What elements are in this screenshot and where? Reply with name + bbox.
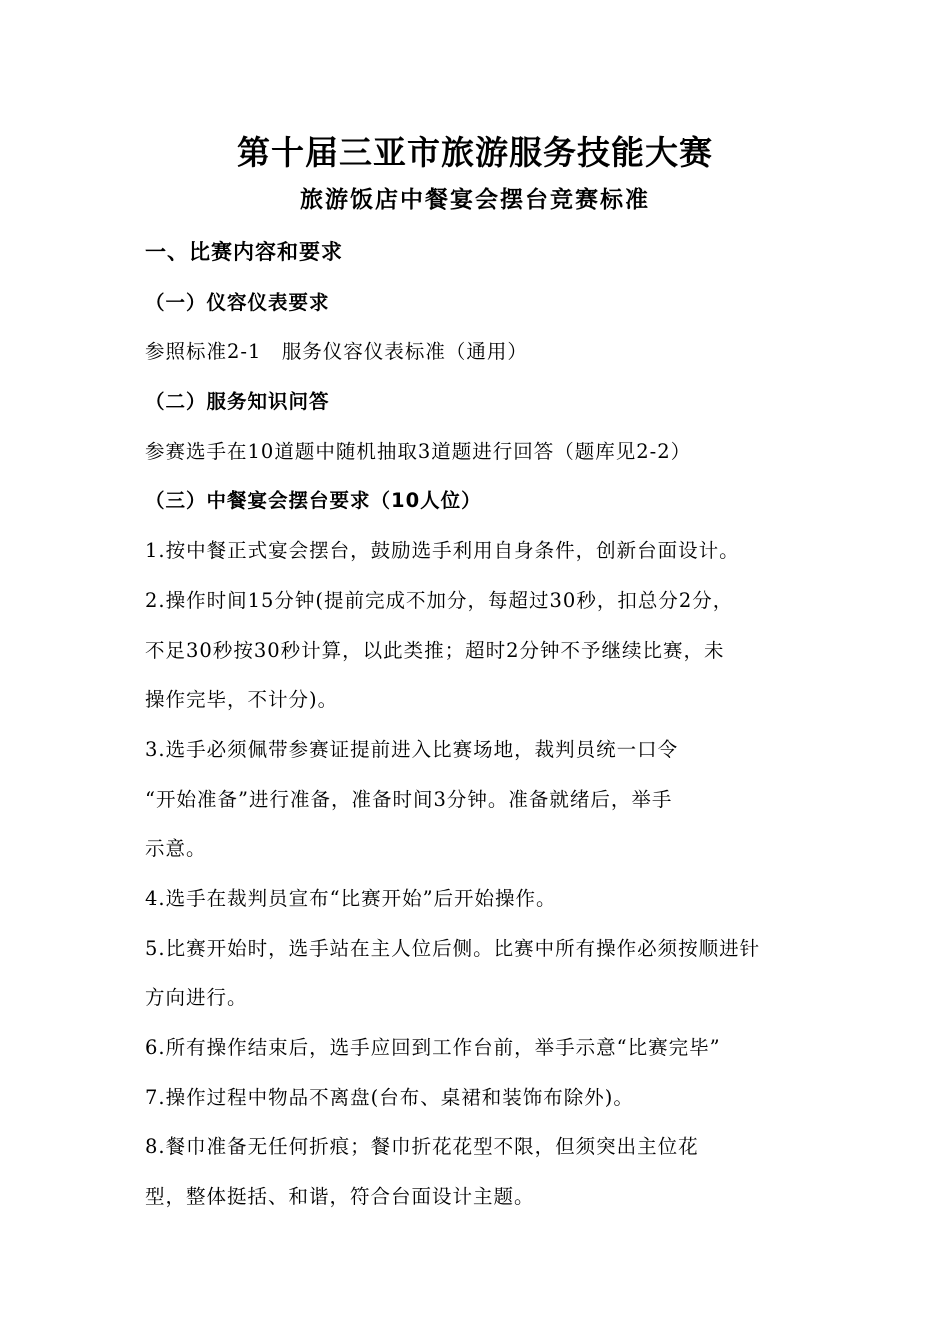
rule-item-6: 6.所有操作结束后，选手应回到工作台前，举手示意“比赛完毕”	[145, 1036, 721, 1059]
subsection-heading-table-setting: （三）中餐宴会摆台要求（10人位）	[145, 489, 482, 513]
rule-item-3-line-1: 3.选手必须佩带参赛证提前进入比赛场地，裁判员统一口令	[145, 737, 679, 761]
rule-item-2-line-2: 不足30秒按30秒计算，以此类推；超时2分钟不予继续比赛，未	[145, 638, 725, 662]
document-subtitle: 旅游饭店中餐宴会摆台竞赛标准	[300, 187, 650, 213]
paragraph-knowledge-rule: 参赛选手在10道题中随机抽取3道题进行回答（题库见2-2）	[145, 439, 692, 463]
rule-item-8-line-2: 型，整体挺括、和谐，符合台面设计主题。	[145, 1185, 535, 1209]
rule-item-5-line-2: 方向进行。	[145, 986, 248, 1010]
rule-item-2-line-1: 2.操作时间15分钟(提前完成不加分，每超过30秒，扣总分2分，	[145, 588, 734, 612]
rule-item-5-line-1: 5.比赛开始时，选手站在主人位后侧。比赛中所有操作必须按顺进针	[145, 936, 761, 960]
rule-item-4: 4.选手在裁判员宣布“比赛开始”后开始操作。	[145, 886, 557, 910]
rule-item-1: 1.按中餐正式宴会摆台，鼓励选手利用自身条件，创新台面设计。	[145, 539, 740, 563]
rule-item-3-line-3: 示意。	[145, 837, 207, 861]
paragraph-appearance-reference: 参照标准2-1 服务仪容仪表标准（通用）	[145, 340, 528, 364]
document-title: 第十届三亚市旅游服务技能大赛	[237, 133, 713, 172]
subsection-heading-knowledge: （二）服务知识问答	[145, 390, 330, 414]
subsection-heading-appearance: （一）仪容仪表要求	[145, 290, 330, 314]
rule-item-7: 7.操作过程中物品不离盘(台布、桌裙和装饰布除外)。	[145, 1085, 634, 1109]
rule-item-2-line-3: 操作完毕，不计分)。	[145, 688, 339, 712]
rule-item-8-line-1: 8.餐巾准备无任何折痕；餐巾折花花型不限，但须突出主位花	[145, 1135, 699, 1159]
section-heading-1: 一、比赛内容和要求	[145, 240, 343, 264]
rule-item-3-line-2: “开始准备”进行准备，准备时间3分钟。准备就绪后，举手	[145, 787, 673, 811]
document-body	[145, 228, 825, 1222]
